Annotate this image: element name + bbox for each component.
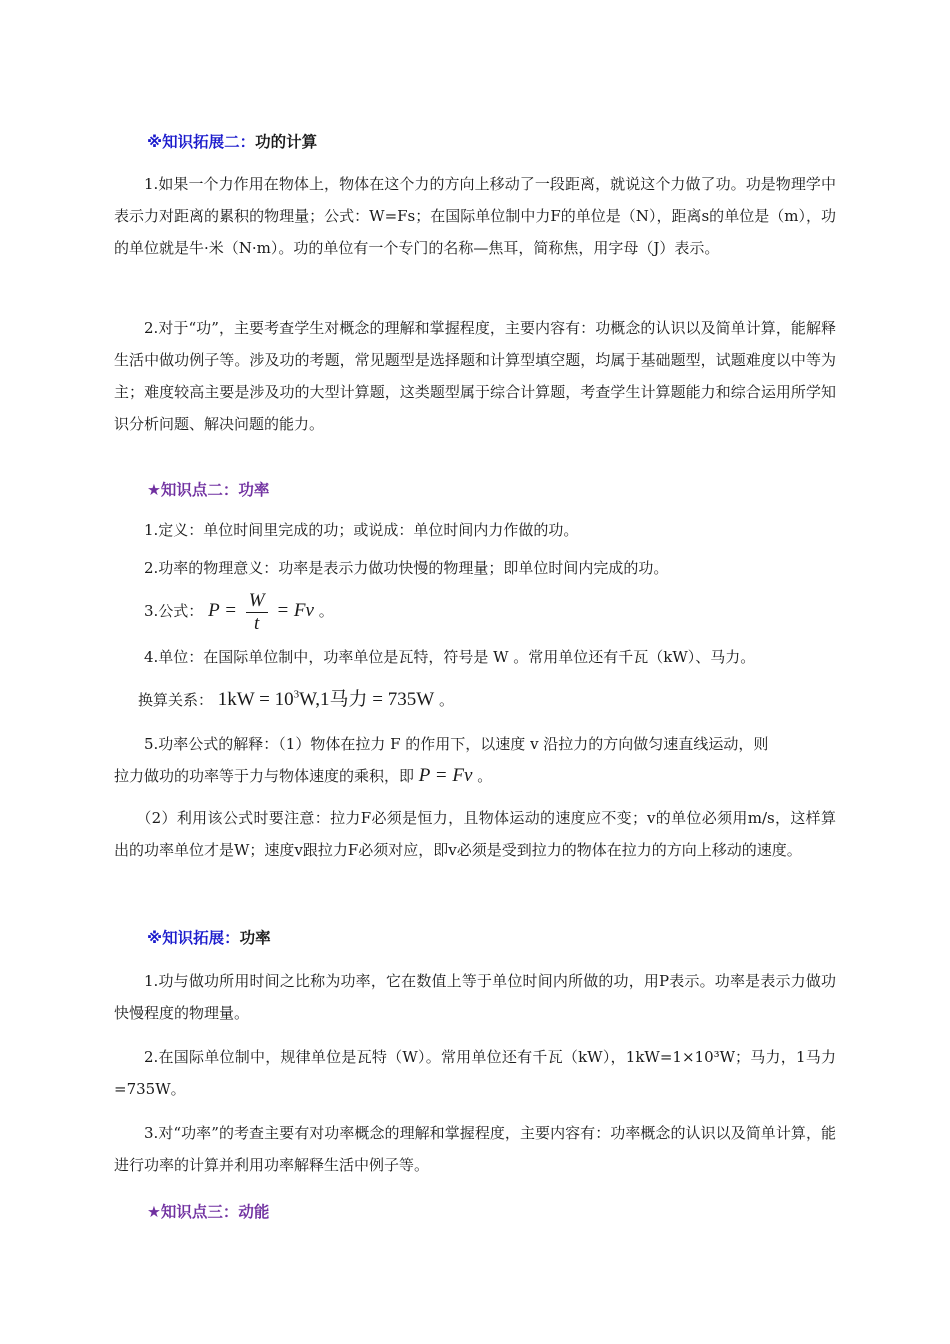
formula-p: P =: [208, 600, 237, 621]
paragraph-power-ratio: 1.功与做功所用时间之比称为功率，它在数值上等于单位时间内所做的功，用P表示。功率是表示力做功快慢程度的物理量。: [114, 972, 836, 1022]
paragraph-work-exam: 2.对于“功”，主要考查学生对概念的理解和掌握程度，主要内容有：功概念的认识以及简单计算，能解释生活中做功例子等。涉及功的考题，常见题型是选择题和计算型填空题，均属于基础题型，试题难度以中等为主；难度较高主要是涉及功的大型计算题，这类题型属于综合计算题，考查学生计算题能力和综合运用所学知识分析问题、解决问题的能力。: [114, 319, 836, 433]
power-unit: 4.单位：在国际单位制中，功率单位是瓦特，符号是 W 。常用单位还有千瓦（kW）、马力。: [144, 648, 756, 666]
heading-work-calculation: [147, 130, 317, 152]
heading-prefix: ※知识拓展二：: [147, 133, 256, 151]
power-formula-explanation-2: 拉力做功的功率等于力与物体速度的乘积，即 P = Fv 。: [114, 765, 493, 786]
power-formula-explanation-1: 5.功率公式的解释：（1）物体在拉力 F 的作用下，以速度 v 沿拉力的方向做匀速直线运动，则: [144, 735, 769, 753]
heading-kinetic-energy: ★知识点三：动能: [147, 1203, 270, 1221]
heading-power-extension: ※知识拓展：功率: [147, 929, 271, 947]
heading-title: 功的计算: [255, 133, 318, 151]
conversion-line: 换算关系： $1kW = 10^3W,1$马力 = 735W 。: [138, 688, 454, 710]
paragraph-formula-notes: （2）利用该公式时要注意：拉力F必须是恒力，且物体运动的速度应不变；v的单位必须用m/s，这样算出的功率单位才是W；速度v跟拉力F必须对应，即v必须是受到拉力的物体在拉力的方向上移动的速度。: [114, 809, 836, 859]
formula-fraction: $\frac{W}{t}$: [246, 590, 268, 635]
paragraph-work-definition: 1.如果一个力作用在物体上，物体在这个力的方向上移动了一段距离，就说这个力做了功。功是物理学中表示力对距离的累积的物理量；公式：W=Fs；在国际单位制中力F的单位是（N），距离s的单位是（m），功的单位就是牛·米（N·m）。功的单位有一个专门的名称—焦耳，简称焦，用字母（J）表示。: [114, 175, 836, 257]
formula-rhs: = Fv: [276, 600, 314, 621]
power-formula-line: 3.公式： P = $\frac{W}{t}$ = Fv 。: [144, 589, 334, 634]
heading-power: ★知识点二：功率: [147, 481, 270, 499]
conversion-formula: $1kW = 10^3W,1$马力 = 735W: [217, 688, 435, 710]
paragraph-power-units: 2.在国际单位制中，规律单位是瓦特（W）。常用单位还有千瓦（kW），1kW=1×10³W；马力，1马力=735W。: [114, 1048, 836, 1098]
paragraph-power-exam: 3.对“功率”的考查主要有对功率概念的理解和掌握程度，主要内容有：功率概念的认识以及简单计算，能进行功率的计算并利用功率解释生活中例子等。: [114, 1124, 836, 1174]
power-definition: 1.定义：单位时间里完成的功；或说成：单位时间内力作做的功。: [144, 521, 579, 539]
power-meaning: 2.功率的物理意义：功率是表示力做功快慢的物理量；即单位时间内完成的功。: [144, 559, 669, 577]
